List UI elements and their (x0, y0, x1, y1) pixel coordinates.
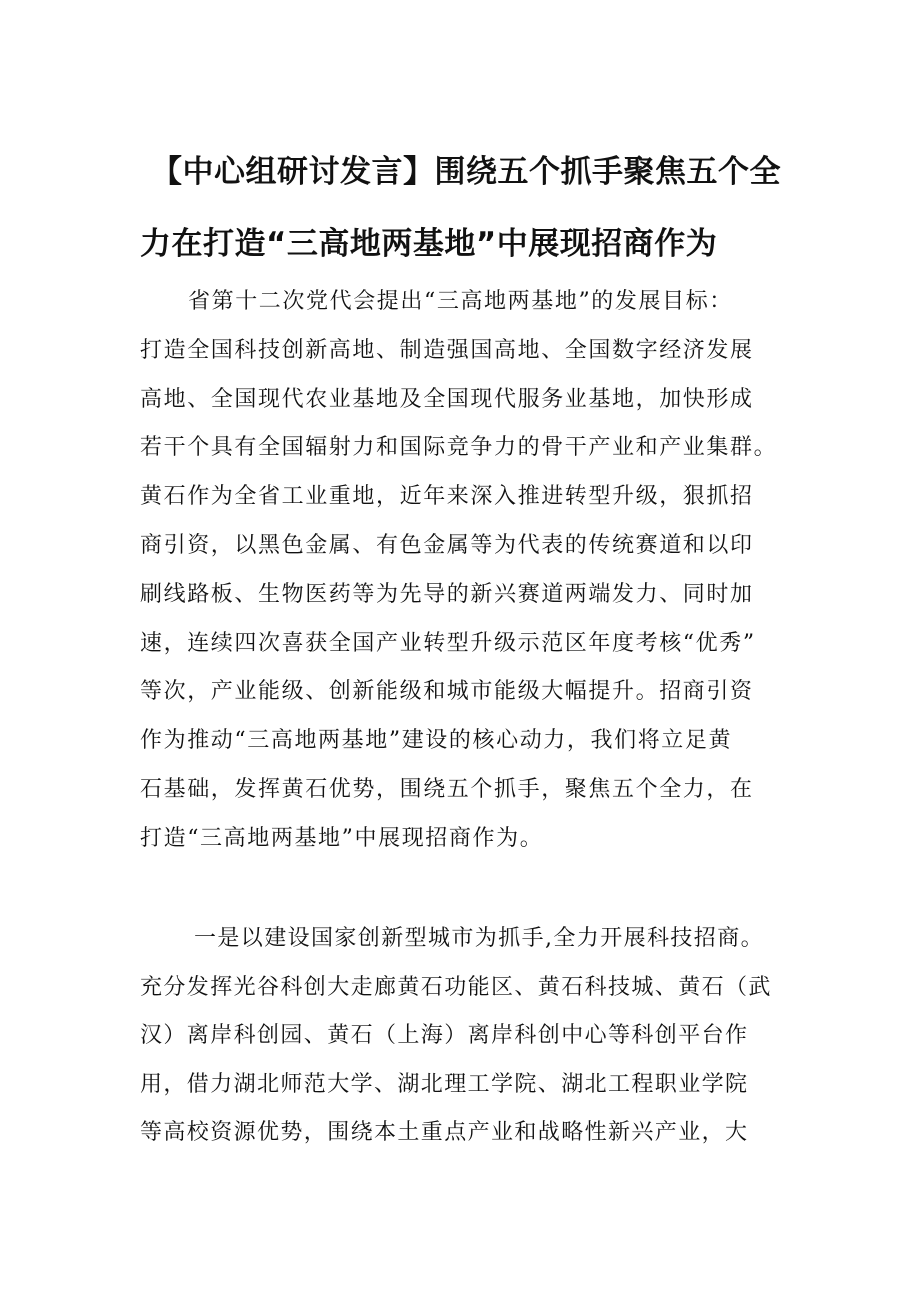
paragraph-line: 用，借力湖北师范大学、湖北理工学院、湖北工程职业学院 (140, 1071, 749, 1097)
paragraph-line: 石基础，发挥黄石优势，围绕五个抓手，聚焦五个全力，在 (140, 776, 754, 802)
paragraph-line: 等次，产业能级、创新能级和城市能级大幅提升。招商引资 (140, 679, 754, 705)
paragraph-line: 打造全国科技创新高地、制造强国高地、全国数字经济发展 (140, 337, 754, 363)
paragraph-line: 省第十二次党代会提出“三高地两基地”的发展目标： (188, 289, 733, 314)
paragraph-line: 高地、全国现代农业基地及全国现代服务业基地，加快形成 (140, 386, 754, 412)
paragraph-line: 一是以建设国家创新型城市为抓手,全力开展科技招商。 (194, 926, 764, 951)
paragraph-line: 刷线路板、生物医药等为先导的新兴赛道两端发力、同时加 (140, 581, 754, 607)
document-title-line-1: 【中心组研讨发言】围绕五个抓手聚焦五个全 (151, 154, 781, 190)
paragraph-intro (140, 278, 800, 864)
paragraph-line: 打造“三高地两基地”中展现招商作为。 (140, 825, 544, 851)
paragraph-line: 速，连续四次喜获全国产业转型升级示范区年度考核“优秀” (140, 630, 756, 656)
paragraph-line: 等高校资源优势，围绕本土重点产业和战略性新兴产业，大 (140, 1120, 749, 1146)
paragraph-line: 黄石作为全省工业重地，近年来深入推进转型升级，狠抓招 (140, 484, 754, 510)
paragraph-line: 汉）离岸科创园、黄石（上海）离岸科创中心等科创平台作 (140, 1023, 749, 1049)
paragraph-point-one (140, 915, 800, 1158)
paragraph-line: 充分发挥光谷科创大走廊黄石功能区、黄石科技城、黄石（武 (140, 974, 772, 1000)
paragraph-line: 作为推动“三高地两基地”建设的核心动力，我们将立足黄 (140, 728, 733, 754)
paragraph-line: 若干个具有全国辐射力和国际竞争力的骨干产业和产业集群。 (140, 435, 778, 461)
paragraph-line: 商引资，以黑色金属、有色金属等为代表的传统赛道和以印 (140, 532, 754, 558)
document-title-line-2: 力在打造“三高地两基地”中展现招商作为 (140, 226, 718, 262)
